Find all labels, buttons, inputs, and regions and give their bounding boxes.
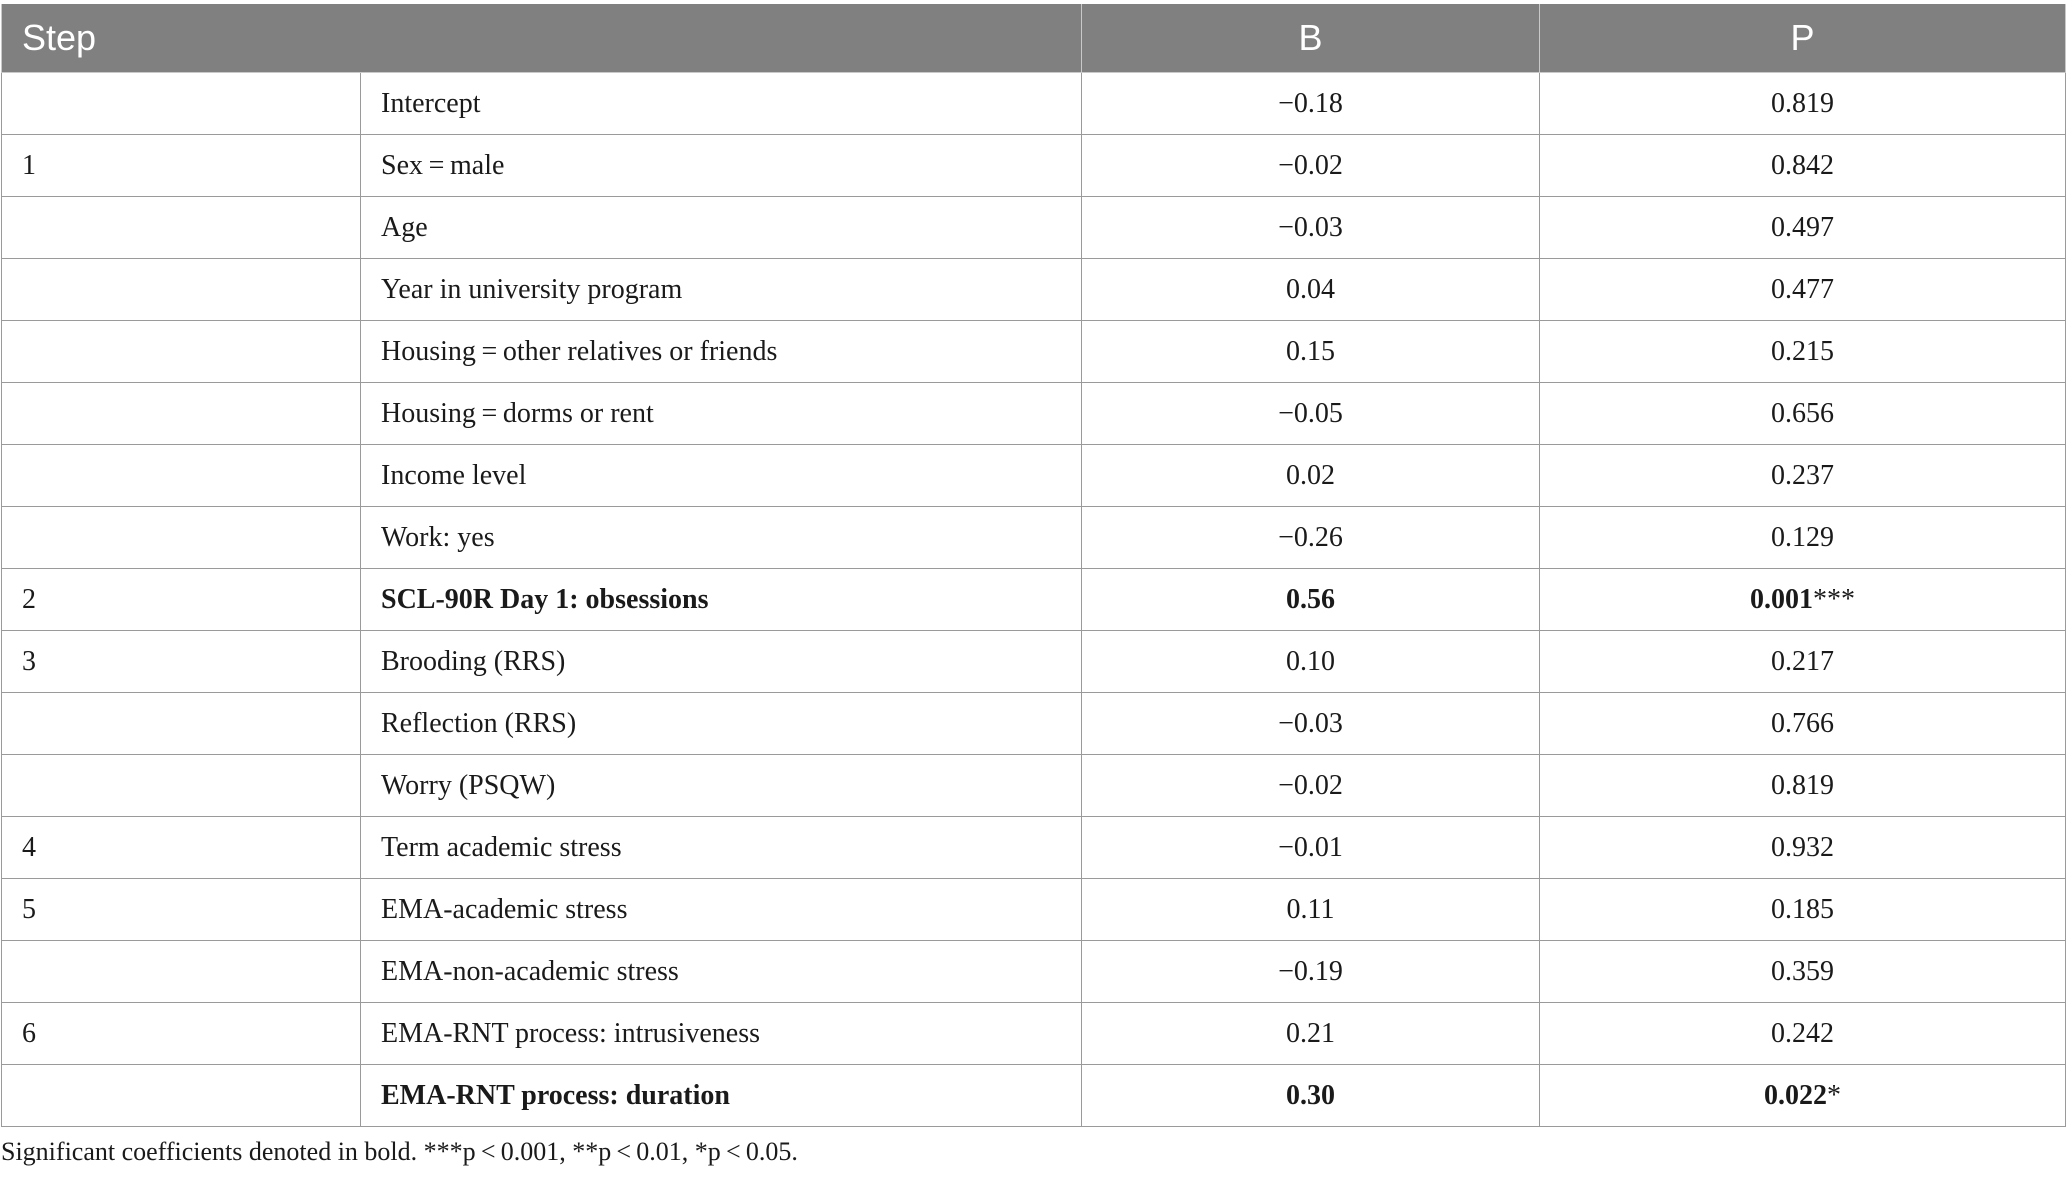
cell-step: 3 xyxy=(2,631,361,693)
cell-p xyxy=(1540,383,2066,445)
b-value: −0.02 xyxy=(1278,769,1343,801)
p-value: 0.497 xyxy=(1771,211,1834,243)
b-value: −0.26 xyxy=(1278,521,1343,553)
table-row xyxy=(2,569,2066,631)
table-row xyxy=(2,445,2066,507)
cell-step xyxy=(2,507,361,569)
cell-variable: Housing = dorms or rent xyxy=(361,383,1082,445)
p-value: 0.242 xyxy=(1771,1017,1834,1049)
table-row xyxy=(2,941,2066,1003)
table-row xyxy=(2,259,2066,321)
cell-variable: EMA-non-academic stress xyxy=(361,941,1082,1003)
p-value: 0.656 xyxy=(1771,397,1834,429)
table-row xyxy=(2,755,2066,817)
b-value: −0.03 xyxy=(1278,707,1343,739)
cell-variable: EMA-academic stress xyxy=(361,879,1082,941)
table-row xyxy=(2,321,2066,383)
cell-variable: Age xyxy=(361,197,1082,259)
cell-variable: Brooding (RRS) xyxy=(361,631,1082,693)
table-row xyxy=(2,507,2066,569)
cell-b xyxy=(1082,445,1540,507)
cell-variable: Term academic stress xyxy=(361,817,1082,879)
table-row xyxy=(2,197,2066,259)
table-row xyxy=(2,135,2066,197)
cell-p xyxy=(1540,197,2066,259)
table-row xyxy=(2,631,2066,693)
b-value: −0.19 xyxy=(1278,955,1343,987)
table-body xyxy=(2,73,2066,1127)
regression-table xyxy=(1,4,2066,1127)
b-value: 0.04 xyxy=(1286,273,1335,305)
cell-b xyxy=(1082,321,1540,383)
table-row xyxy=(2,383,2066,445)
b-value: −0.05 xyxy=(1278,397,1343,429)
cell-variable: Housing = other relatives or friends xyxy=(361,321,1082,383)
cell-step: 5 xyxy=(2,879,361,941)
cell-p xyxy=(1540,259,2066,321)
cell-variable: EMA-RNT process: intrusiveness xyxy=(361,1003,1082,1065)
p-value: 0.185 xyxy=(1771,893,1834,925)
cell-variable: Reflection (RRS) xyxy=(361,693,1082,755)
cell-b xyxy=(1082,941,1540,1003)
p-value: 0.237 xyxy=(1771,459,1834,491)
cell-step: 4 xyxy=(2,817,361,879)
b-value: −0.02 xyxy=(1278,149,1343,181)
cell-step: 1 xyxy=(2,135,361,197)
cell-step xyxy=(2,693,361,755)
cell-step xyxy=(2,755,361,817)
table-row xyxy=(2,879,2066,941)
header-p: P xyxy=(1540,4,2066,73)
table-row xyxy=(2,73,2066,135)
cell-step xyxy=(2,941,361,1003)
cell-b xyxy=(1082,631,1540,693)
table-row xyxy=(2,817,2066,879)
cell-b xyxy=(1082,569,1540,631)
cell-variable: Sex = male xyxy=(361,135,1082,197)
b-value: −0.03 xyxy=(1278,211,1343,243)
significance-marker: * xyxy=(1827,1079,1841,1111)
cell-p xyxy=(1540,941,2066,1003)
p-value: 0.819 xyxy=(1771,769,1834,801)
p-value: 0.819 xyxy=(1771,87,1834,119)
cell-b xyxy=(1082,1065,1540,1127)
cell-b xyxy=(1082,879,1540,941)
cell-step: 6 xyxy=(2,1003,361,1065)
cell-step xyxy=(2,383,361,445)
table-footnote: Significant coefficients denoted in bold. ***p < 0.001, **p < 0.01, *p < 0.05. xyxy=(1,1137,798,1166)
p-value: 0.001 xyxy=(1750,583,1813,615)
significance-marker: *** xyxy=(1813,583,1855,615)
cell-variable: Income level xyxy=(361,445,1082,507)
header-b: B xyxy=(1082,4,1540,73)
cell-p xyxy=(1540,817,2066,879)
cell-p xyxy=(1540,631,2066,693)
p-value: 0.932 xyxy=(1771,831,1834,863)
cell-p xyxy=(1540,1065,2066,1127)
b-value: 0.11 xyxy=(1286,893,1335,925)
cell-p xyxy=(1540,879,2066,941)
cell-b xyxy=(1082,755,1540,817)
cell-p xyxy=(1540,73,2066,135)
p-value: 0.359 xyxy=(1771,955,1834,987)
cell-b xyxy=(1082,73,1540,135)
table-row xyxy=(2,693,2066,755)
cell-b xyxy=(1082,1003,1540,1065)
cell-b xyxy=(1082,693,1540,755)
cell-variable: Year in university program xyxy=(361,259,1082,321)
cell-variable: SCL-90R Day 1: obsessions xyxy=(361,569,1082,631)
cell-b xyxy=(1082,135,1540,197)
cell-step xyxy=(2,1065,361,1127)
b-value: 0.30 xyxy=(1286,1079,1335,1111)
table-row xyxy=(2,1003,2066,1065)
p-value: 0.842 xyxy=(1771,149,1834,181)
cell-p xyxy=(1540,507,2066,569)
table-row xyxy=(2,1065,2066,1127)
cell-variable: Work: yes xyxy=(361,507,1082,569)
b-value: 0.15 xyxy=(1286,335,1335,367)
p-value: 0.215 xyxy=(1771,335,1834,367)
cell-step xyxy=(2,321,361,383)
p-value: 0.766 xyxy=(1771,707,1834,739)
cell-p xyxy=(1540,755,2066,817)
cell-variable: EMA-RNT process: duration xyxy=(361,1065,1082,1127)
cell-p xyxy=(1540,693,2066,755)
b-value: 0.56 xyxy=(1286,583,1335,615)
cell-b xyxy=(1082,383,1540,445)
b-value: 0.21 xyxy=(1286,1017,1335,1049)
regression-table-container xyxy=(1,4,2065,1127)
b-value: 0.10 xyxy=(1286,645,1335,677)
cell-p xyxy=(1540,445,2066,507)
cell-step xyxy=(2,197,361,259)
header-step: Step xyxy=(2,4,1082,73)
b-value: 0.02 xyxy=(1286,459,1335,491)
cell-b xyxy=(1082,817,1540,879)
cell-step xyxy=(2,445,361,507)
cell-p xyxy=(1540,1003,2066,1065)
p-value: 0.022 xyxy=(1764,1079,1827,1111)
b-value: −0.01 xyxy=(1278,831,1343,863)
cell-b xyxy=(1082,259,1540,321)
cell-step: 2 xyxy=(2,569,361,631)
cell-step xyxy=(2,73,361,135)
cell-p xyxy=(1540,569,2066,631)
p-value: 0.129 xyxy=(1771,521,1834,553)
cell-variable: Worry (PSQW) xyxy=(361,755,1082,817)
p-value: 0.477 xyxy=(1771,273,1834,305)
cell-step xyxy=(2,259,361,321)
cell-p xyxy=(1540,135,2066,197)
cell-b xyxy=(1082,507,1540,569)
cell-b xyxy=(1082,197,1540,259)
cell-variable: Intercept xyxy=(361,73,1082,135)
table-header-row xyxy=(2,4,2066,73)
p-value: 0.217 xyxy=(1771,645,1834,677)
cell-p xyxy=(1540,321,2066,383)
b-value: −0.18 xyxy=(1278,87,1343,119)
